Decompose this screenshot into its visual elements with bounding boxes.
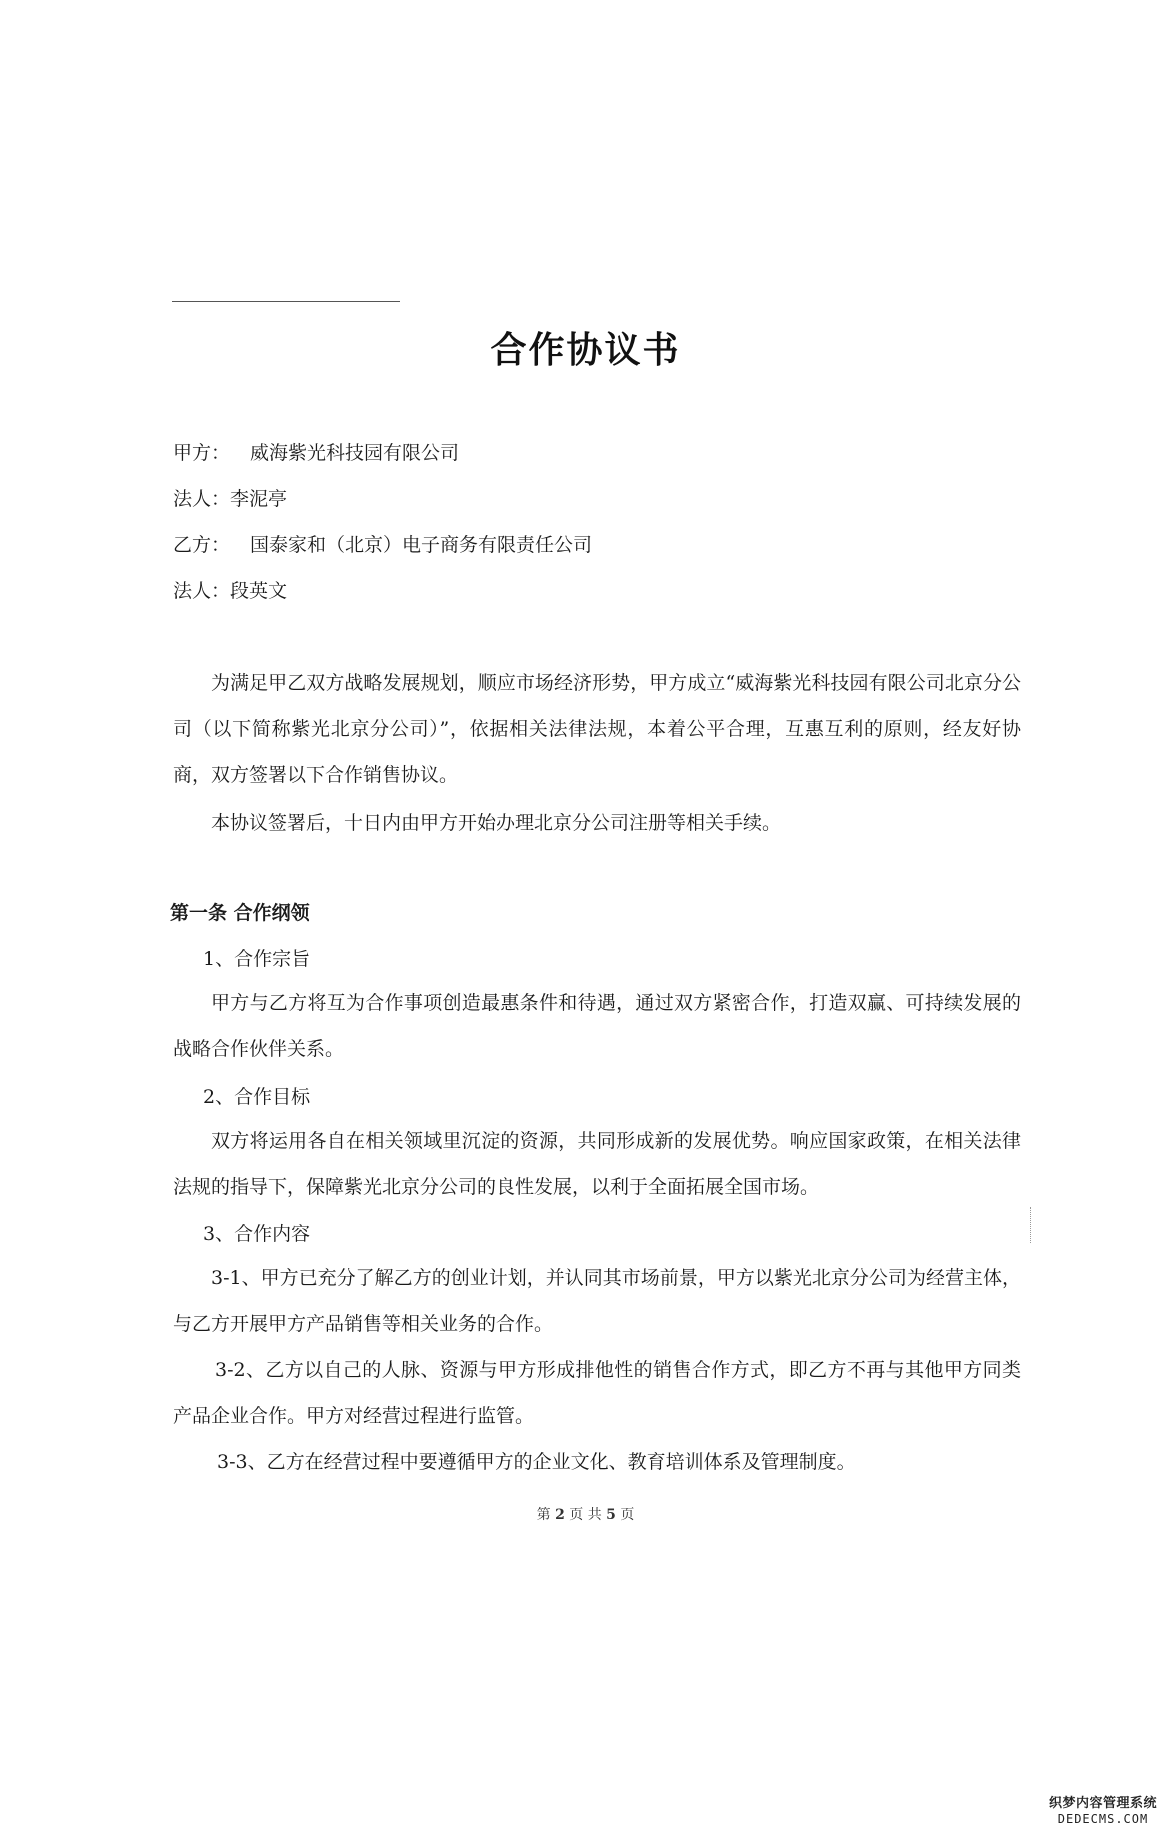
item-2-title: 2、合作目标	[203, 1086, 311, 1108]
document-title: 合作协议书	[490, 330, 681, 371]
site-watermark	[1041, 1796, 1165, 1826]
page-suffix: 页	[620, 1507, 635, 1523]
party-a-line	[173, 440, 459, 466]
party-b-rep-name: 段英文	[230, 580, 288, 602]
clause-3-3: 3-3、乙方在经营过程中要遵循甲方的企业文化、教育培训体系及管理制度。	[217, 1451, 856, 1473]
scan-margin-mark	[1030, 1207, 1033, 1243]
party-a-rep-label: 法人：	[173, 488, 231, 510]
party-a-rep-name: 李泥亭	[230, 488, 288, 510]
article-1-heading: 第一条 合作纲领	[170, 902, 310, 924]
watermark-en: DEDECMS.COM	[1057, 1812, 1149, 1826]
header-rule	[172, 301, 400, 302]
page-current: 2	[555, 1507, 565, 1523]
party-a-name: 威海紫光科技园有限公司	[250, 442, 460, 464]
party-a-label: 甲方：	[173, 442, 231, 464]
party-b-line	[173, 532, 592, 558]
party-b-label: 乙方：	[173, 534, 231, 556]
party-a-rep-line	[173, 486, 287, 512]
preamble-paragraph: 为满足甲乙双方战略发展规划，顺应市场经济形势，甲方成立“威海紫光科技园有限公司北京分公司（以下简称紫光北京分公司）”，依据相关法律法规，本着公平合理，互惠互利的原则，经友好协商，双方签署以下合作销售协议。	[173, 672, 1021, 786]
page-total: 5	[606, 1507, 616, 1523]
party-b-rep-line	[173, 578, 287, 604]
item-2-body: 双方将运用各自在相关领域里沉淀的资源，共同形成新的发展优势。响应国家政策，在相关法律法规的指导下，保障紫光北京分公司的良性发展，以利于全面拓展全国市场。	[173, 1130, 1021, 1198]
item-1-title: 1、合作宗旨	[203, 948, 311, 970]
item-1-body: 甲方与乙方将互为合作事项创造最惠条件和待遇，通过双方紧密合作，打造双赢、可持续发展的战略合作伙伴关系。	[173, 992, 1021, 1060]
clause-3-1: 3-1、甲方已充分了解乙方的创业计划，并认同其市场前景，甲方以紫光北京分公司为经营主体，与乙方开展甲方产品销售等相关业务的合作。	[173, 1267, 1021, 1335]
clause-3-2: 3-2、乙方以自己的人脉、资源与甲方形成排他性的销售合作方式，即乙方不再与其他甲方同类产品企业合作。甲方对经营过程进行监管。	[173, 1359, 1021, 1427]
item-3-title: 3、合作内容	[203, 1223, 311, 1245]
page-number	[0, 1504, 1171, 1524]
registration-paragraph: 本协议签署后，十日内由甲方开始办理北京分公司注册等相关手续。	[211, 812, 782, 834]
watermark-cn: 织梦内容管理系统	[1048, 1796, 1157, 1811]
page-mid: 页 共	[569, 1507, 602, 1523]
page-prefix: 第	[536, 1507, 551, 1523]
party-b-rep-label: 法人：	[173, 580, 231, 602]
party-b-name: 国泰家和（北京）电子商务有限责任公司	[250, 534, 593, 556]
